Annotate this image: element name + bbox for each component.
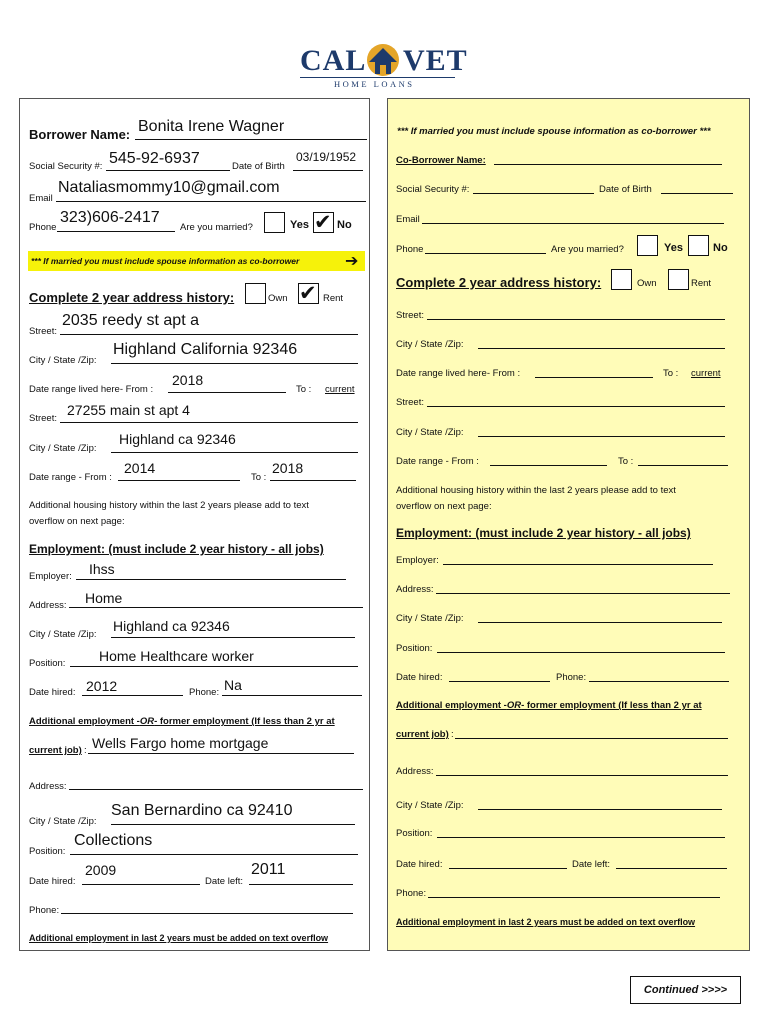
co-ssn-label: Social Security #: <box>396 184 470 195</box>
co-married-yes-label: Yes <box>664 242 683 254</box>
emp-address-label: Address: <box>29 600 67 611</box>
phone-line <box>57 231 175 232</box>
date-left-field[interactable]: 2011 <box>251 861 286 878</box>
co-emp-address-line <box>436 593 730 594</box>
former-phone-label: Phone: <box>29 905 60 916</box>
co-additional-employment-note <box>396 700 702 711</box>
co-city2-line <box>478 436 725 437</box>
co-to1-field[interactable]: current <box>691 368 721 379</box>
emp-phone-field[interactable]: Na <box>224 677 242 693</box>
co-date-hired-label: Date hired: <box>396 672 443 683</box>
coborrower-name-line <box>494 164 722 165</box>
co-emp-city-label: City / State /Zip: <box>396 613 464 624</box>
current-job-colon: : <box>84 745 87 756</box>
additional-employment-or: OR <box>139 716 155 727</box>
former-position-line <box>70 854 358 855</box>
former-hired-field[interactable]: 2009 <box>85 862 117 878</box>
co-married-label: Are you married? <box>551 244 624 255</box>
co-additional-employment-text-2: - former employment (If less than 2 yr at <box>521 700 702 711</box>
street1-field[interactable]: 2035 reedy st apt a <box>62 312 199 329</box>
emp-address-line <box>69 607 363 608</box>
ssn-label: Social Security #: <box>29 161 103 172</box>
to2-label: To : <box>251 472 267 483</box>
co-street2-line <box>427 406 725 407</box>
date-hired-field[interactable]: 2012 <box>86 678 118 694</box>
co-ssn-line <box>473 193 594 194</box>
co-current-job-label: current job) <box>396 729 449 740</box>
logo-text-right: VET <box>403 44 468 77</box>
co-former-position-label: Position: <box>396 828 433 839</box>
additional-housing-note-2: overflow on next page: <box>29 516 125 527</box>
dob-label: Date of Birth <box>232 161 285 172</box>
date-range1-label: Date range lived here- From : <box>29 384 154 395</box>
date-hired-line <box>82 695 183 696</box>
co-to2-line <box>638 465 728 466</box>
former-hired-line <box>82 884 200 885</box>
employer-label: Employer: <box>29 571 72 582</box>
street1-label: Street: <box>29 326 57 337</box>
coborrower-employment-heading: Employment: (must include 2 year history - all jobs) <box>396 526 691 540</box>
coborrower-spouse-note: *** If married you must include spouse information as co-borrower *** <box>397 126 711 137</box>
co-housing-own-label: Own <box>637 278 657 289</box>
co-current-job-colon: : <box>451 729 454 740</box>
city1-line <box>111 363 358 364</box>
co-position-line <box>437 652 725 653</box>
co-phone-line <box>425 253 546 254</box>
housing-own-label: Own <box>268 293 288 304</box>
former-employer-line <box>88 753 354 754</box>
co-city2-label: City / State /Zip: <box>396 427 464 438</box>
additional-employment-text-1: Additional employment - <box>29 716 140 727</box>
housing-rent-label: Rent <box>323 293 344 304</box>
street2-label: Street: <box>29 413 57 424</box>
email-label: Email <box>29 193 53 204</box>
co-dob-line <box>661 193 733 194</box>
co-former-city-line <box>478 809 722 810</box>
co-emp-city-line <box>478 622 722 623</box>
former-position-label: Position: <box>29 846 66 857</box>
co-email-line <box>422 223 724 224</box>
ssn-line <box>106 170 230 171</box>
email-field[interactable]: Nataliasmommy10@gmail.com <box>58 179 280 196</box>
co-emp-address-label: Address: <box>396 584 434 595</box>
co-former-phone-label: Phone: <box>396 888 427 899</box>
co-additional-employment-or: OR <box>506 700 522 711</box>
co-former-address-label: Address: <box>396 766 434 777</box>
emp-city-field[interactable]: Highland ca 92346 <box>113 618 230 634</box>
former-hired-label: Date hired: <box>29 876 76 887</box>
co-from1-line <box>535 377 653 378</box>
co-city1-label: City / State /Zip: <box>396 339 464 350</box>
additional-housing-note: Additional housing history within the last 2 years please add to text <box>29 500 309 511</box>
co-former-employer-line <box>455 738 728 739</box>
coborrower-name-label: Co-Borrower Name: <box>396 155 486 166</box>
married-yes-checkbox[interactable] <box>264 212 285 233</box>
borrower-name-label: Borrower Name: <box>29 127 131 142</box>
co-former-hired-line <box>449 868 567 869</box>
dob-field[interactable]: 03/19/1952 <box>296 150 357 164</box>
co-married-no-checkbox[interactable] <box>688 235 709 256</box>
spouse-note: *** If married you must include spouse information as co-borrower <box>31 256 300 266</box>
date-hired-label: Date hired: <box>29 687 76 698</box>
logo-text-left: CAL <box>300 44 367 77</box>
phone-label: Phone <box>29 222 57 233</box>
co-married-no-label: No <box>713 242 728 254</box>
co-housing-own-checkbox[interactable] <box>611 269 632 290</box>
co-position-label: Position: <box>396 643 433 654</box>
co-date-range1-label: Date range lived here- From : <box>396 368 521 379</box>
to2-field[interactable]: 2018 <box>272 460 304 476</box>
co-additional-housing-note-2: overflow on next page: <box>396 501 492 512</box>
co-additional-housing-note: Additional housing history within the last 2 years please add to text <box>396 485 676 496</box>
co-date-left-line <box>616 868 727 869</box>
city1-field[interactable]: Highland California 92346 <box>113 341 298 358</box>
street2-field[interactable]: 27255 main st apt 4 <box>67 402 190 418</box>
co-to2-label: To : <box>618 456 634 467</box>
ssn-field[interactable]: 545-92-6937 <box>109 150 200 167</box>
from2-field[interactable]: 2014 <box>124 460 156 476</box>
co-date-left-label: Date left: <box>572 859 611 870</box>
logo-subtitle: HOME LOANS <box>334 79 415 89</box>
borrower-name-field[interactable]: Bonita Irene Wagner <box>138 118 285 135</box>
co-date-range2-label: Date range - From : <box>396 456 479 467</box>
former-address-line <box>69 789 363 790</box>
co-former-address-line <box>436 775 728 776</box>
married-yes-label: Yes <box>290 219 309 231</box>
co-employer-line <box>443 564 713 565</box>
continued-button[interactable]: Continued >>>> <box>630 976 741 1004</box>
emp-phone-line <box>222 695 362 696</box>
former-city-label: City / State /Zip: <box>29 816 97 827</box>
date-left-line <box>249 884 353 885</box>
to1-label: To : <box>296 384 312 395</box>
co-emp-phone-label: Phone: <box>556 672 587 683</box>
co-date-hired-line <box>449 681 550 682</box>
co-street1-line <box>427 319 725 320</box>
co-former-position-line <box>437 837 725 838</box>
co-phone-label: Phone <box>396 244 424 255</box>
former-employer-field[interactable]: Wells Fargo home mortgage <box>92 735 269 751</box>
dob-line <box>293 170 363 171</box>
logo-rule <box>300 77 455 78</box>
current-job-label: current job) <box>29 745 82 756</box>
housing-own-checkbox[interactable] <box>245 283 266 304</box>
co-to1-label: To : <box>663 368 679 379</box>
co-housing-rent-label: Rent <box>691 278 712 289</box>
emp-address-field[interactable]: Home <box>85 590 123 606</box>
logo-house-icon <box>365 40 401 78</box>
to1-field[interactable]: current <box>325 384 355 395</box>
former-position-field[interactable]: Collections <box>74 832 153 849</box>
position-label: Position: <box>29 658 66 669</box>
co-former-city-label: City / State /Zip: <box>396 800 464 811</box>
married-no-check-icon: ✔ <box>314 211 332 234</box>
coborrower-footer-note: Additional employment in last 2 years must be added on text overflow <box>396 917 696 927</box>
date-left-label: Date left: <box>205 876 244 887</box>
married-label: Are you married? <box>180 222 253 233</box>
to2-line <box>270 480 356 481</box>
co-dob-label: Date of Birth <box>599 184 652 195</box>
from2-line <box>118 480 240 481</box>
city1-label: City / State /Zip: <box>29 355 97 366</box>
co-street1-label: Street: <box>396 310 424 321</box>
co-former-phone-line <box>428 897 720 898</box>
co-street2-label: Street: <box>396 397 424 408</box>
former-phone-line <box>61 913 353 914</box>
co-housing-rent-checkbox[interactable] <box>668 269 689 290</box>
co-emp-phone-line <box>589 681 729 682</box>
from1-field[interactable]: 2018 <box>172 372 204 388</box>
former-address-label: Address: <box>29 781 67 792</box>
co-email-label: Email <box>396 214 420 225</box>
borrower-address-heading: Complete 2 year address history: <box>29 290 235 305</box>
emp-phone-label: Phone: <box>189 687 220 698</box>
co-former-hired-label: Date hired: <box>396 859 443 870</box>
street1-line <box>60 334 358 335</box>
position-field[interactable]: Home Healthcare worker <box>99 648 254 664</box>
former-city-field[interactable]: San Bernardino ca 92410 <box>111 802 293 819</box>
married-no-label: No <box>337 219 352 231</box>
email-line <box>56 201 366 202</box>
co-married-yes-checkbox[interactable] <box>637 235 658 256</box>
co-city1-line <box>478 348 725 349</box>
coborrower-panel <box>387 98 750 951</box>
employer-field[interactable]: Ihss <box>89 561 115 577</box>
date-range2-label: Date range - From : <box>29 472 112 483</box>
borrower-name-line <box>135 139 367 140</box>
co-employer-label: Employer: <box>396 555 439 566</box>
phone-field[interactable]: 323)606-2417 <box>60 209 160 226</box>
street2-line <box>60 422 358 423</box>
city2-label: City / State /Zip: <box>29 443 97 454</box>
co-from2-line <box>490 465 607 466</box>
arrow-right-icon: ➔ <box>345 253 359 270</box>
position-line <box>70 666 358 667</box>
borrower-employment-heading: Employment: (must include 2 year history - all jobs) <box>29 542 324 556</box>
borrower-footer-note: Additional employment in last 2 years must be added on text overflow <box>29 933 329 943</box>
housing-rent-check-icon: ✔ <box>299 282 317 305</box>
former-city-line <box>111 824 355 825</box>
employer-line <box>76 579 346 580</box>
coborrower-address-heading: Complete 2 year address history: <box>396 275 602 290</box>
city2-field[interactable]: Highland ca 92346 <box>119 431 236 447</box>
additional-employment-text-2: - former employment (If less than 2 yr at <box>154 716 335 727</box>
emp-city-line <box>111 637 355 638</box>
co-additional-employment-text-1: Additional employment - <box>396 700 507 711</box>
emp-city-label: City / State /Zip: <box>29 629 97 640</box>
from1-line <box>168 392 286 393</box>
city2-line <box>111 452 358 453</box>
additional-employment-note <box>29 716 335 727</box>
